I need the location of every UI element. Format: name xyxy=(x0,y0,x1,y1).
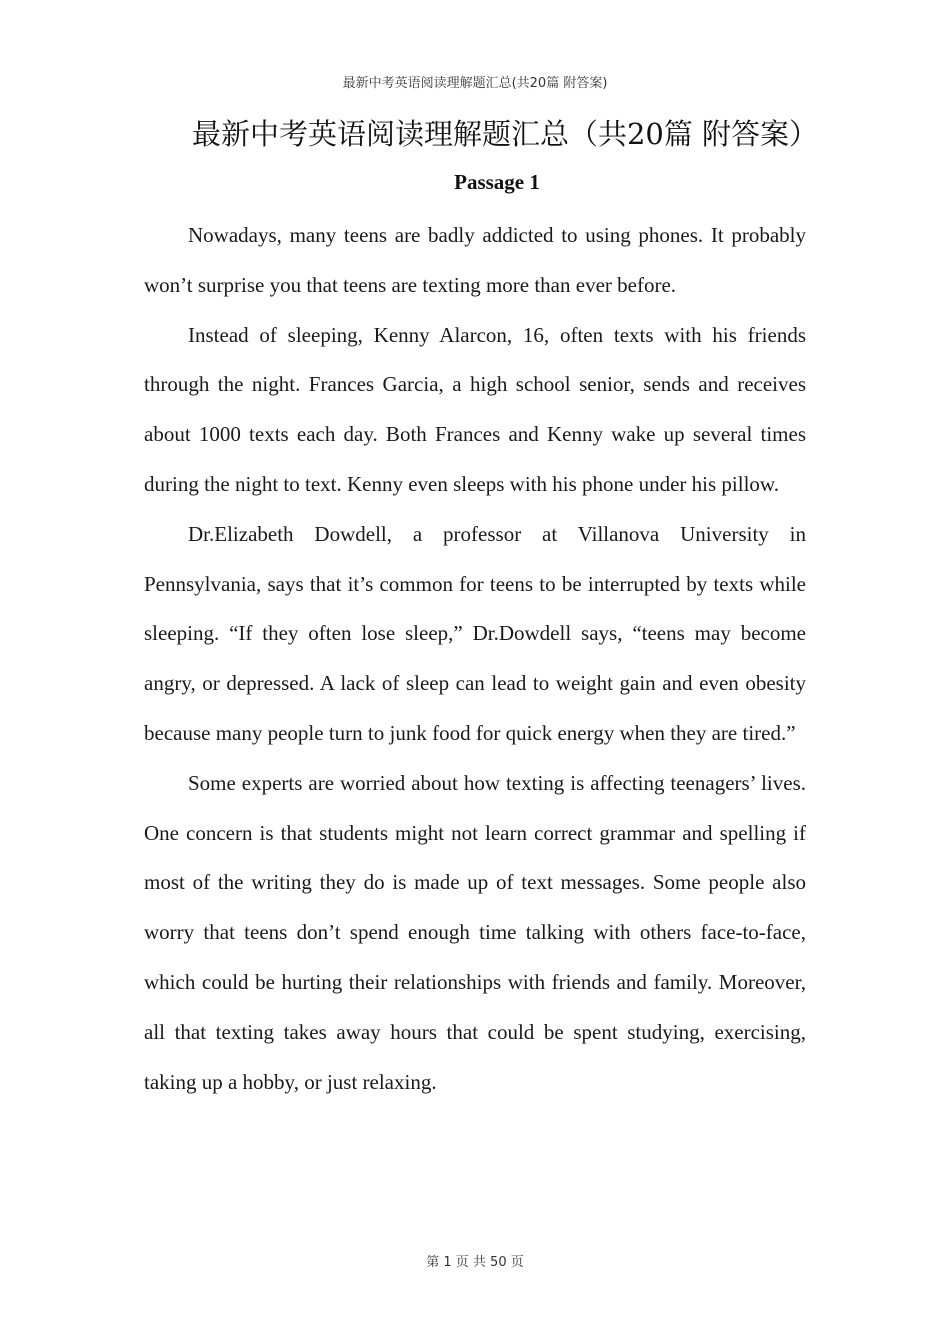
passage-body xyxy=(144,211,806,1107)
passage-heading: Passage 1 xyxy=(454,170,540,194)
paragraph-1: Nowadays, many teens are badly addicted to using phones. It probably won’t surprise you that teens are texting more than ever before. xyxy=(144,223,806,297)
paragraph-2: Instead of sleeping, Kenny Alarcon, 16, often texts with his friends through the night. Frances Garcia, a high school senior, sends and receives about 1000 texts each day. Both Frances and Kenny wake up several times during the night to text. Kenny even sleeps with his phone under his pillow. xyxy=(144,322,806,496)
page-footer: 第 1 页 共 50 页 xyxy=(426,1255,524,1270)
paragraph-3: Dr.Elizabeth Dowdell, a professor at Villanova University in Pennsylvania, says that it’s common for teens to be interrupted by texts while sleeping. “If they often lose sleep,” Dr.Dowdell says, “teens may become angry, or depressed. A lack of sleep can lead to weight gain and even obesity because many people turn to junk food for quick energy when they are tired.” xyxy=(144,521,806,745)
paragraph-4: Some experts are worried about how texting is affecting teenagers’ lives. One concern is that students might not learn correct grammar and spelling if most of the writing they do is made up of text messages. Some people also worry that teens don’t spend enough time talking with others face-to-face, which could be hurting their relationships with friends and family. Moreover, all that texting takes away hours that could be spent studying, exercising, taking up a hobby, or just relaxing. xyxy=(144,770,806,1094)
document-title: 最新中考英语阅读理解题汇总（共20篇 附答案） xyxy=(191,117,819,151)
running-header: 最新中考英语阅读理解题汇总(共20篇 附答案) xyxy=(342,76,608,91)
